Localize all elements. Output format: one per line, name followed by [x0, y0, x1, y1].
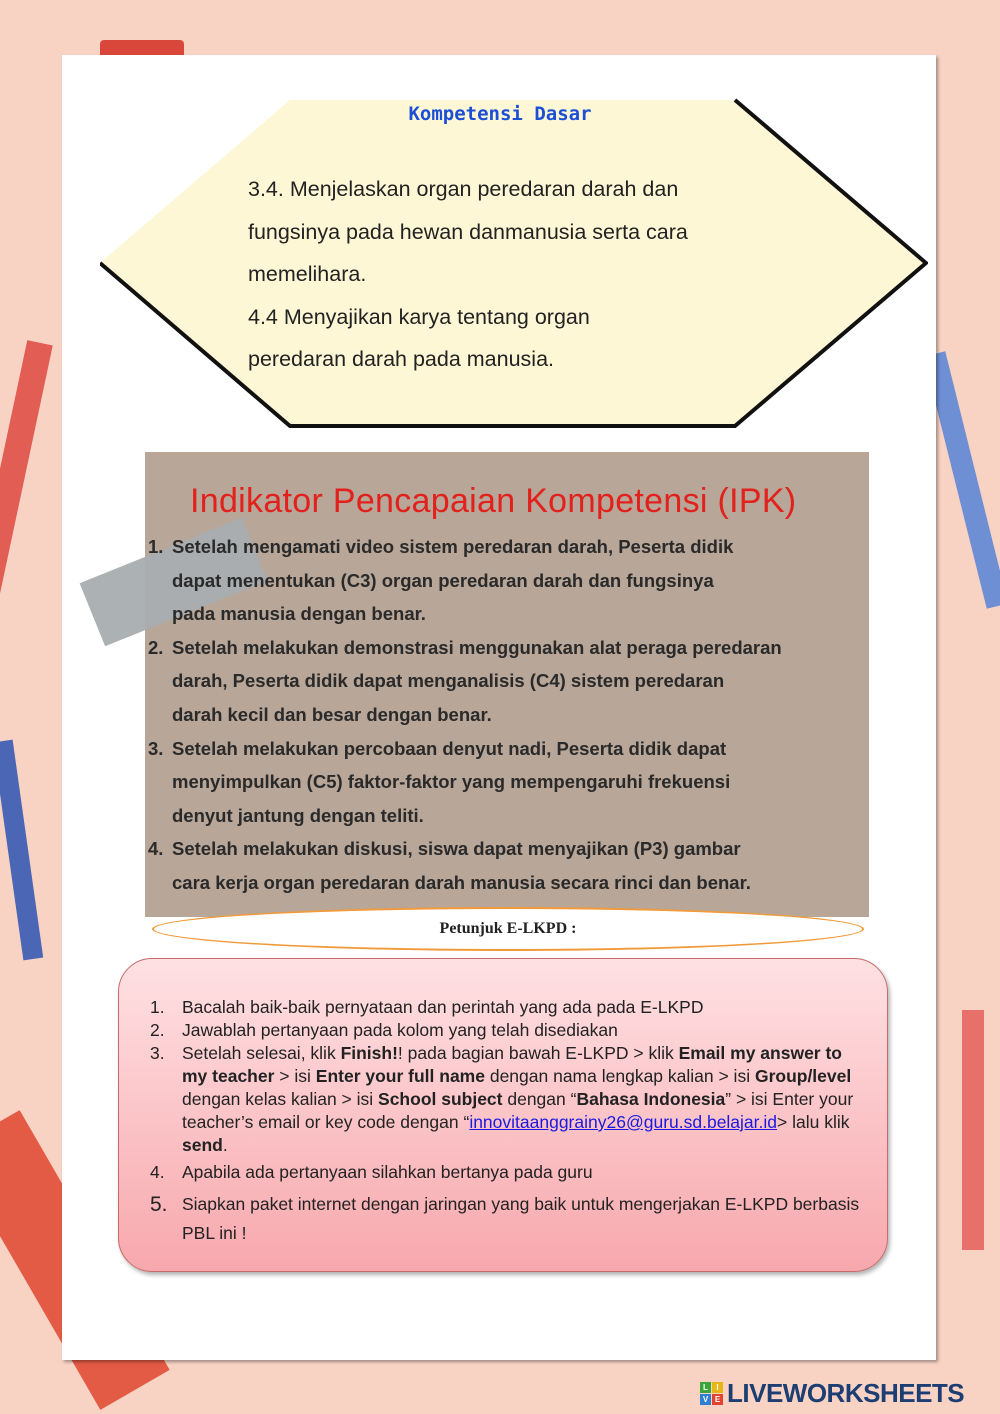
- pencil-icon: [0, 740, 43, 961]
- item-number: 5.: [150, 1193, 168, 1216]
- line: Setelah melakukan percobaan denyut nadi, Peserta didik dapat: [172, 737, 727, 759]
- item-text: Apabila ada pertanyaan silahkan bertanya pada guru: [182, 1162, 593, 1182]
- line: Setelah melakukan demonstrasi menggunakan alat peraga peredaran: [172, 636, 782, 658]
- line: Setelah mengamati video sistem peredaran darah, Peserta didik: [172, 536, 734, 557]
- item-number: 2.: [148, 636, 164, 658]
- kd-line: 4.4 Menyajikan karya tentang organ: [248, 304, 590, 329]
- petunjuk-item: [150, 1161, 870, 1184]
- item-text: Bacalah baik-baik pernyataan dan perintah yang ada pada E-LKPD: [182, 997, 704, 1017]
- line: menyimpulkan (C5) faktor-faktor yang mempengaruhi frekuensi: [172, 771, 731, 793]
- liveworksheets-logo: [700, 1378, 964, 1409]
- kompetensi-dasar-text: [248, 168, 828, 381]
- item-number: 1.: [148, 536, 164, 557]
- kd-line: memelihara.: [248, 262, 367, 286]
- teacher-email-link[interactable]: innovitaanggrainy26@guru.sd.belajar.id: [469, 1112, 778, 1132]
- ipk-list: [148, 530, 873, 900]
- ipk-title: Indikator Pencapaian Kompetensi (IPK): [190, 482, 797, 520]
- petunjuk-list: [150, 996, 870, 1248]
- ipk-item: [148, 732, 873, 833]
- line: darah kecil dan besar dengan benar.: [172, 703, 492, 725]
- item-text: Jawablah pertanyaan pada kolom yang telah disediakan: [182, 1020, 618, 1040]
- pencil-icon: [962, 1010, 984, 1250]
- kompetensi-dasar-title: Kompetensi Dasar: [408, 103, 592, 125]
- live-logo-icon: L I V E: [700, 1382, 723, 1405]
- petunjuk-item: [150, 996, 870, 1019]
- logo-text: LIVEWORKSHEETS: [727, 1378, 965, 1408]
- line: darah, Peserta didik dapat menganalisis (C4) sistem peredaran: [172, 670, 725, 692]
- pencil-icon: [0, 340, 53, 600]
- item-text: Setelah selesai, klik Finish!! pada bagian bawah E-LKPD > klik Email my answer to my teacher > isi Enter your full name dengan nama lengkap kalian > isi Group/level dengan kelas kalian > isi School subject dengan “Bahasa Indonesia” > isi Enter your teacher’s email or key code dengan “innovitaanggrainy26@guru.sd.belajar.id> lalu klik send.: [182, 1043, 854, 1155]
- line: Setelah melakukan diskusi, siswa dapat menyajikan (P3) gambar: [172, 838, 741, 860]
- ipk-item: [148, 832, 873, 899]
- line: denyut jantung dengan teliti.: [172, 804, 424, 826]
- ipk-item: [148, 530, 873, 631]
- line: pada manusia dengan benar.: [172, 603, 426, 625]
- petunjuk-item: [150, 1190, 870, 1248]
- item-number: 4.: [150, 1162, 165, 1182]
- kd-line: fungsinya pada hewan danmanusia serta cara: [248, 219, 688, 244]
- kd-line: peredaran darah pada manusia.: [248, 347, 554, 371]
- item-number: 2.: [150, 1020, 165, 1040]
- item-text: Siapkan paket internet dengan jaringan yang baik untuk mengerjakan E-LKPD berbasis PBL ini !: [182, 1194, 860, 1243]
- line: cara kerja organ peredaran darah manusia secara rinci dan benar.: [172, 871, 751, 893]
- item-number: 4.: [148, 838, 164, 860]
- item-number: 1.: [150, 997, 165, 1017]
- item-number: 3.: [148, 737, 164, 759]
- petunjuk-item: [150, 1042, 870, 1157]
- petunjuk-title: Petunjuk E-LKPD :: [152, 907, 864, 951]
- line: dapat menentukan (C3) organ peredaran darah dan fungsinya: [172, 569, 714, 591]
- item-number: 3.: [150, 1043, 165, 1063]
- petunjuk-item: [150, 1019, 870, 1042]
- ipk-item: [148, 631, 873, 732]
- kd-line: 3.4. Menjelaskan organ peredaran darah dan: [248, 177, 679, 201]
